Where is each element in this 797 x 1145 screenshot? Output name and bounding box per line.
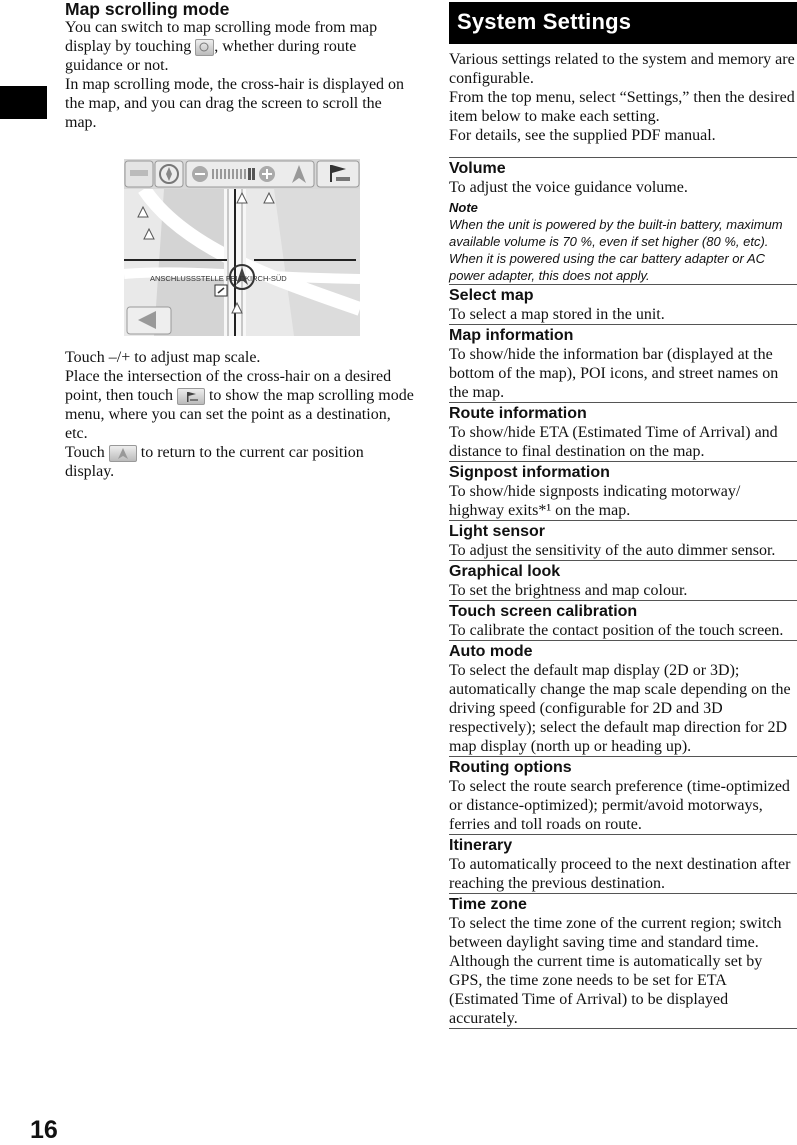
setting-title: Itinerary xyxy=(449,837,513,854)
scroll-mode-icon xyxy=(195,39,214,56)
setting-description: To automatically proceed to the next destination after reaching the previous destination. xyxy=(449,856,791,892)
intro-line-1: Various settings related to the system and memory are configurable. xyxy=(449,51,795,87)
setting-title: Map information xyxy=(449,327,574,344)
setting-title: Volume xyxy=(449,160,506,177)
setting-title: Auto mode xyxy=(449,643,533,660)
setting-description: To adjust the sensitivity of the auto dimmer sensor. xyxy=(449,542,776,559)
setting-description: To select the route search preference (time-optimized or distance-optimized); permit/avoid motorways, ferries and toll roads on route. xyxy=(449,778,790,833)
setting-title: Routing options xyxy=(449,759,572,776)
setting-route-information xyxy=(449,402,797,461)
setting-map-information xyxy=(449,324,797,402)
map-street-label: ANSCHLUSSSTELLE FELDKIRCH-SÜD xyxy=(150,274,287,283)
setting-title: Touch screen calibration xyxy=(449,603,638,620)
intro-text-a: You can switch to map scrolling mode from map display by touching xyxy=(65,19,378,55)
left-column xyxy=(65,0,415,481)
system-settings-intro xyxy=(449,50,797,145)
setting-description: To show/hide signposts indicating motorway/ highway exits*¹ on the map. xyxy=(449,483,741,519)
setting-description-extra: Although the current time is automatically set by GPS, the time zone needs to be set for ETA (Estimated Time of Arrival) to be displayed accurately. xyxy=(449,953,763,1027)
setting-description: To calibrate the contact position of the touch screen. xyxy=(449,622,784,639)
setting-title: Graphical look xyxy=(449,563,561,580)
crosshair-paragraph: In map scrolling mode, the cross-hair is displayed on the map, and you can drag the screen to scroll the map. xyxy=(65,76,405,131)
return-text-a: Touch xyxy=(65,444,105,461)
list-end-rule xyxy=(449,1028,797,1029)
setting-title: Route information xyxy=(449,405,587,422)
intro-line-3: For details, see the supplied PDF manual. xyxy=(449,127,716,144)
car-position-icon xyxy=(109,445,137,462)
intro-paragraph xyxy=(65,18,415,75)
setting-description: To show/hide ETA (Estimated Time of Arrival) and distance to final destination on the map. xyxy=(449,424,778,460)
menu-paragraph xyxy=(65,367,415,443)
setting-touch-screen-calibration xyxy=(449,600,797,640)
note-text: When the unit is powered by the built-in battery, maximum available volume is 70 %, even if set higher (80 %, etc). When it is powered using the car battery adapter or AC power adapter, this does not apply. xyxy=(449,217,783,283)
setting-description: To select a map stored in the unit. xyxy=(449,306,665,323)
right-column xyxy=(449,0,797,1029)
intro-text-b: , whether during route guidance or not. xyxy=(65,38,357,74)
setting-auto-mode xyxy=(449,640,797,756)
system-settings-title: System Settings xyxy=(449,2,797,44)
setting-itinerary xyxy=(449,834,797,893)
return-paragraph xyxy=(65,443,415,481)
setting-description: To show/hide the information bar (displayed at the bottom of the map), POI icons, and street names on the map. xyxy=(449,346,779,401)
setting-select-map xyxy=(449,284,797,324)
setting-description: To adjust the voice guidance volume. xyxy=(449,179,688,196)
setting-title: Light sensor xyxy=(449,523,546,540)
setting-title: Select map xyxy=(449,287,534,304)
return-text-b: to return to the current car position display. xyxy=(65,444,364,480)
menu-text-b: to show the map scrolling mode menu, where you can set the point as a destination, etc. xyxy=(65,387,414,442)
setting-signpost-information xyxy=(449,461,797,520)
note-title: Note xyxy=(449,200,478,215)
setting-description: To select the time zone of the current region; switch between daylight saving time and standard time. xyxy=(449,915,782,951)
setting-title: Signpost information xyxy=(449,464,610,481)
settings-list xyxy=(449,157,797,1029)
flag-menu-icon xyxy=(177,388,205,405)
setting-time-zone xyxy=(449,893,797,1028)
setting-description: To set the brightness and map colour. xyxy=(449,582,688,599)
section-tab-marker xyxy=(0,86,47,119)
scale-paragraph: Touch –/+ to adjust map scale. xyxy=(65,349,261,366)
intro-line-2: From the top menu, select “Settings,” then the desired item below to make each setting. xyxy=(449,89,795,125)
setting-title: Time zone xyxy=(449,896,527,913)
map-scrolling-heading: Map scrolling mode xyxy=(65,0,230,19)
setting-description: To select the default map display (2D or 3D); automatically change the map scale depending on the driving speed (configurable for 2D and 3D respectively); select the default map direction for 2D map display (north up or heading up). xyxy=(449,662,791,755)
page-number: 16 xyxy=(30,1116,58,1144)
setting-routing-options xyxy=(449,756,797,834)
menu-text-a: Place the intersection of the cross-hair on a desired point, then touch xyxy=(65,368,392,404)
setting-graphical-look xyxy=(449,560,797,600)
setting-volume xyxy=(449,157,797,284)
map-screenshot xyxy=(124,159,360,336)
setting-light-sensor xyxy=(449,520,797,560)
